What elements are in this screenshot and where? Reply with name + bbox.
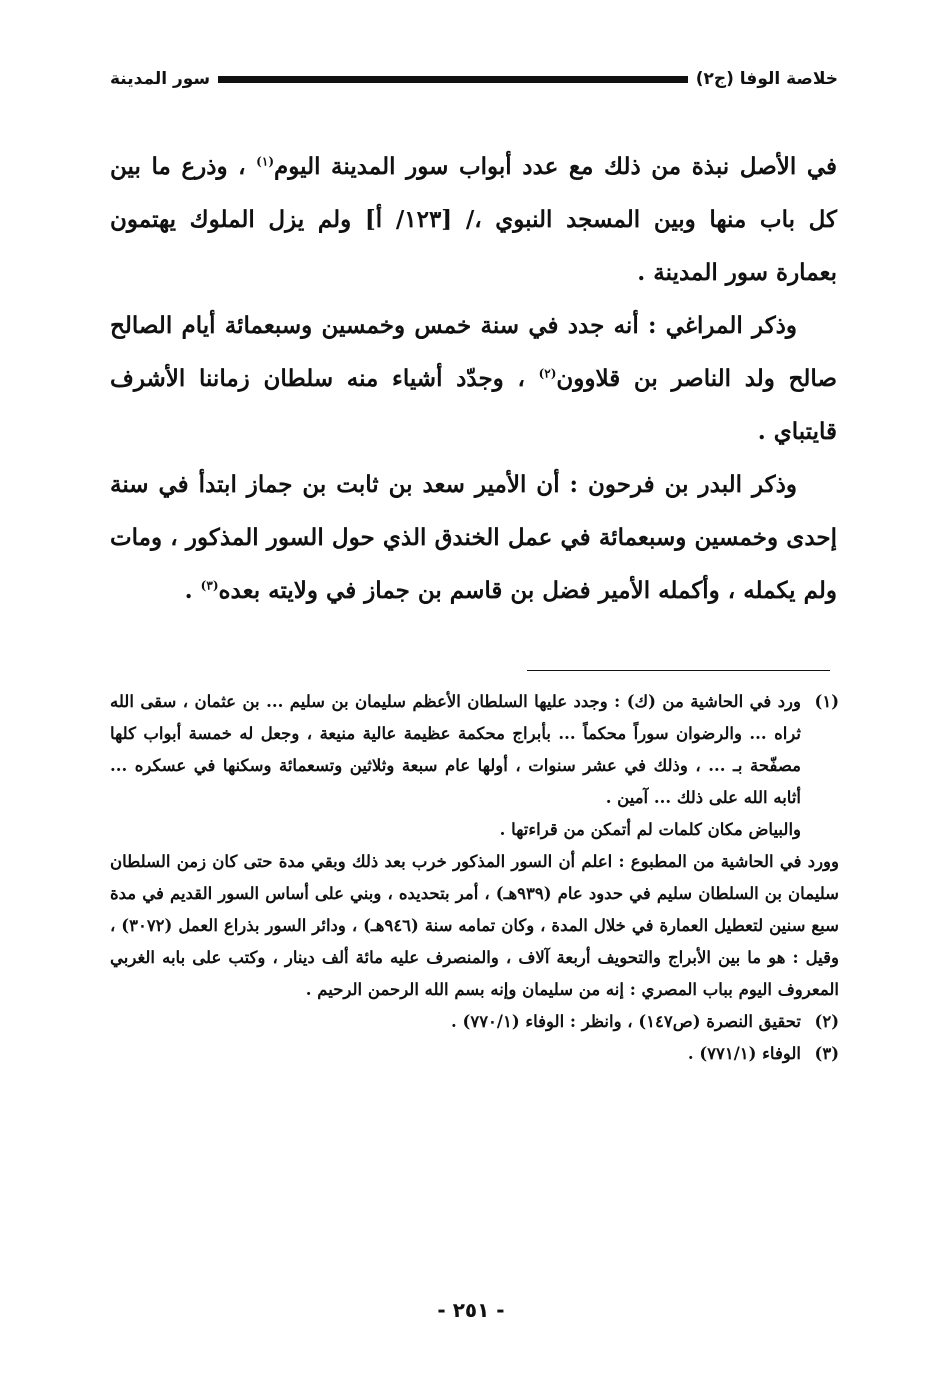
- footnote-body: [110, 846, 839, 1006]
- page-number: - ٢٥١ -: [437, 1298, 505, 1322]
- footnote-ref-3: (٣): [200, 578, 219, 593]
- footnote-1: [110, 686, 839, 846]
- section-title: سور المدينة: [110, 68, 211, 89]
- footnote-number: (١): [814, 692, 839, 711]
- footnote-ref-2: (٢): [538, 366, 557, 381]
- footnote-3: [110, 1038, 839, 1070]
- footnote-ref-1: (١): [256, 154, 274, 169]
- footnote-number: (٢): [814, 1012, 839, 1031]
- body-text: وذكر البدر بن فرحون : أن الأمير سعد بن ثابت بن جماز ابتدأ في سنة إحدى وخمسين وسبعمائة في عمل الخندق الذي حول السور المذكور ، ومات ولم يكمله ، وأكمله الأمير فضل بن قاسم بن جماز في ولايته بعده: [110, 471, 837, 604]
- footnote-text: الوفاء (٧٧١/١) .: [687, 1044, 801, 1063]
- footnote-2: [110, 1006, 839, 1038]
- body-text: .: [184, 577, 201, 604]
- footnote-text: وورد في الحاشية من المطبوع : اعلم أن السور المذكور خرب بعد ذلك وبقي مدة حتى كان زمن السلطان سليمان بن السلطان سليم في حدود عام (٩٣٩هـ) ، أمر بتحديده ، وبني على أساس السور القديم في مدة سبع سنين لتعطيل العمارة في خلال المدة ، وكان تمامه سنة (٩٤٦هـ) ، ودائر السور بذراع العمل (٣٠٧٢) ، وقيل : هو ما بين الأبراج والتحويف أربعة آلاف ، والمنصرف عليه مائة ألف دينار ، وكتب على بابه الغربي المعروف اليوم بباب المصري : إنه من سليمان وإنه بسم الله الرحمن الرحيم .: [110, 852, 839, 999]
- footnote-body: [110, 1038, 801, 1070]
- footnote-text: ورد في الحاشية من (ك) : وجدد عليها السلطان الأعظم سليمان بن سليم ... بن عثمان ، سقى الله ثراه ... والرضوان سوراً محكماً ... بأبراج محكمة عظيمة عالية منيعة ، وجعل له خمسة أبواب كلها مصفّحة بـ ... ، وذلك في عشر سنوات ، أولها عام سبعة وثلاثين وتسعمائة وسكنها في عسكره ... أثابه الله على ذلك ... آمين .: [110, 692, 801, 807]
- footnote-number: (٣): [814, 1044, 839, 1063]
- body-text: ، وذرع ما بين كل باب منها وبين المسجد النبوي ،/ [١٢٣/ أ] ولم يزل الملوك يهتمون بعمارة سور المدينة .: [110, 153, 837, 286]
- body-paragraph-1: [110, 140, 837, 299]
- body-text: ، وجدّد أشياء منه سلطان زماننا الأشرف قايتباي .: [110, 365, 837, 445]
- book-title: خلاصة الوفا (ج٢): [695, 68, 838, 89]
- footnote-separator: [527, 670, 830, 671]
- footnote-body: [110, 1006, 801, 1038]
- running-header: [110, 64, 838, 94]
- footnotes: [110, 686, 839, 1070]
- body-text: في الأصل نبذة من ذلك مع عدد أبواب سور المدينة اليوم: [274, 153, 837, 180]
- footnote-1-continued: [110, 846, 839, 1006]
- footnote-text: والبياض مكان كلمات لم أتمكن من قراءتها .: [499, 820, 801, 839]
- footnote-text: تحقيق النصرة (ص١٤٧) ، وانظر : الوفاء (٧٧٠/١) .: [451, 1012, 801, 1031]
- header-rule: [218, 76, 688, 83]
- footnote-body: [110, 686, 801, 846]
- body-text: وذكر المراغي : أنه جدد في سنة خمس وخمسين وسبعمائة أيام الصالح صالح ولد الناصر بن قلاوون: [110, 312, 837, 392]
- body-paragraph-3: [110, 458, 837, 617]
- main-body: [110, 140, 837, 617]
- body-paragraph-2: [110, 299, 837, 458]
